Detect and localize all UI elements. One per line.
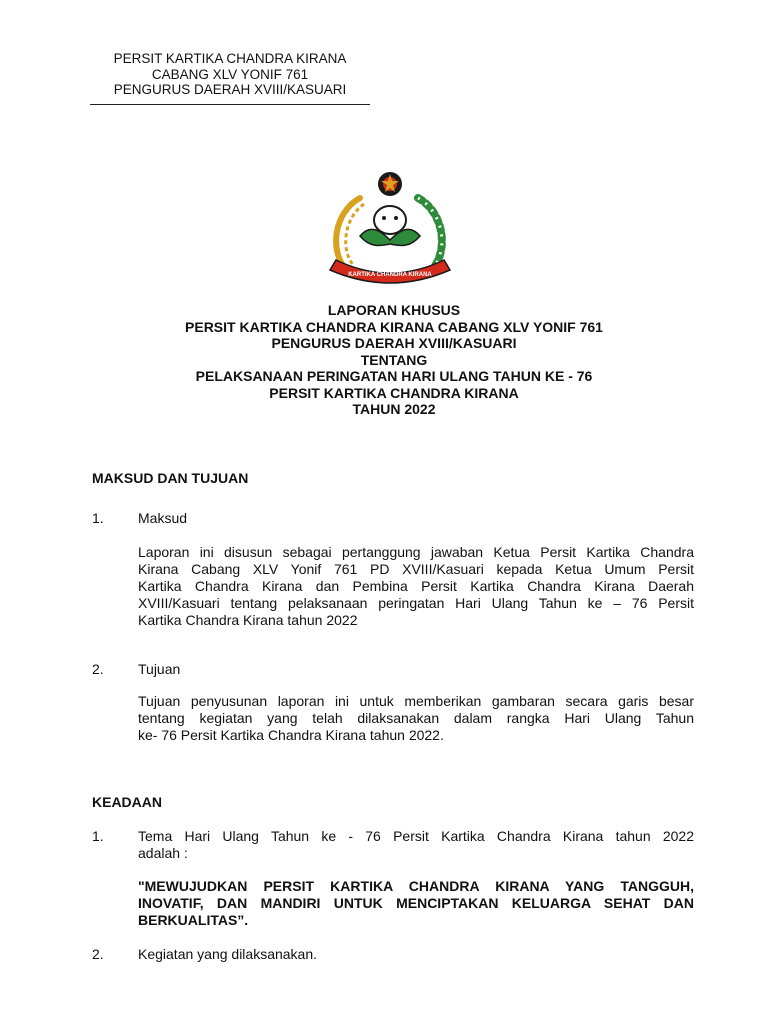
theme-statement xyxy=(138,878,694,929)
title-line: TENTANG xyxy=(360,351,428,368)
persit-emblem-logo xyxy=(320,160,460,290)
emblem-icon xyxy=(320,160,460,290)
paragraph-line: Kirana Cabang XLV Yonif 761 PD XVIII/Kasuari kepada Ketua Umum Persit xyxy=(138,561,694,577)
title-line: PELAKSANAAN PERINGATAN HARI ULANG TAHUN KE - 76 xyxy=(195,368,593,384)
paragraph-tujuan xyxy=(138,693,694,744)
paragraph-line: Tujuan penyusunan laporan ini untuk memberikan gambaran secara garis besar xyxy=(138,693,694,709)
paragraph-line: Laporan ini disusun sebagai pertanggung jawaban Ketua Persit Kartika Chandra xyxy=(138,544,694,560)
item-number: 2. xyxy=(92,946,104,962)
item-title-maksud: Maksud xyxy=(138,510,188,526)
paragraph-tema xyxy=(138,828,694,862)
paragraph-maksud xyxy=(138,544,694,629)
item-number: 1. xyxy=(92,510,104,526)
paragraph-line: tentang kegiatan yang telah dilaksanakan dalam rangka Hari Ulang Tahun xyxy=(138,710,694,726)
title-line: LAPORAN KHUSUS xyxy=(327,302,461,318)
item-number: 1. xyxy=(92,828,104,844)
title-line: TAHUN 2022 xyxy=(352,401,436,417)
emblem-ribbon-text: KARTIKA CHANDRA KIRANA xyxy=(348,272,432,278)
letterhead-line-3: PENGURUS DAERAH XVIII/KASUARI xyxy=(113,82,347,97)
item-title-tujuan: Tujuan xyxy=(138,661,181,677)
paragraph-line: Kartika Chandra Kirana dan Pembina Persit Kartika Chandra Kirana Daerah xyxy=(138,578,694,594)
paragraph-line: XVIII/Kasuari tentang pelaksanaan peringatan Hari Ulang Tahun ke – 76 Persit xyxy=(138,595,694,611)
item-number: 2. xyxy=(92,661,104,677)
section-heading-keadaan: KEADAAN xyxy=(92,794,162,810)
letterhead-line-1: PERSIT KARTIKA CHANDRA KIRANA xyxy=(113,51,347,66)
item-title-kegiatan: Kegiatan yang dilaksanakan. xyxy=(138,946,318,962)
paragraph-line: Kartika Chandra Kirana tahun 2022 xyxy=(138,612,358,628)
paragraph-line: Tema Hari Ulang Tahun ke - 76 Persit Kartika Chandra Kirana tahun 2022 xyxy=(138,828,694,844)
report-title-block xyxy=(90,302,698,418)
title-line: PERSIT KARTIKA CHANDRA KIRANA xyxy=(269,384,519,401)
section-heading-maksud-tujuan: MAKSUD DAN TUJUAN xyxy=(92,470,249,486)
theme-line: INOVATIF, DAN MANDIRI UNTUK MENCIPTAKAN KELUARGA SEHAT DAN xyxy=(138,895,694,911)
paragraph-line: ke- 76 Persit Kartika Chandra Kirana tahun 2022. xyxy=(138,727,444,743)
title-line: PENGURUS DAERAH XVIII/KASUARI xyxy=(271,335,517,351)
letterhead xyxy=(90,51,370,105)
letterhead-divider xyxy=(90,104,370,105)
paragraph-line: adalah : xyxy=(138,845,188,861)
theme-line: "MEWUJUDKAN PERSIT KARTIKA CHANDRA KIRANA YANG TANGGUH, xyxy=(138,878,694,894)
title-line: PERSIT KARTIKA CHANDRA KIRANA CABANG XLV YONIF 761 xyxy=(185,318,603,335)
theme-line: BERKUALITAS”. xyxy=(138,912,249,928)
letterhead-line-2: CABANG XLV YONIF 761 xyxy=(151,66,309,82)
